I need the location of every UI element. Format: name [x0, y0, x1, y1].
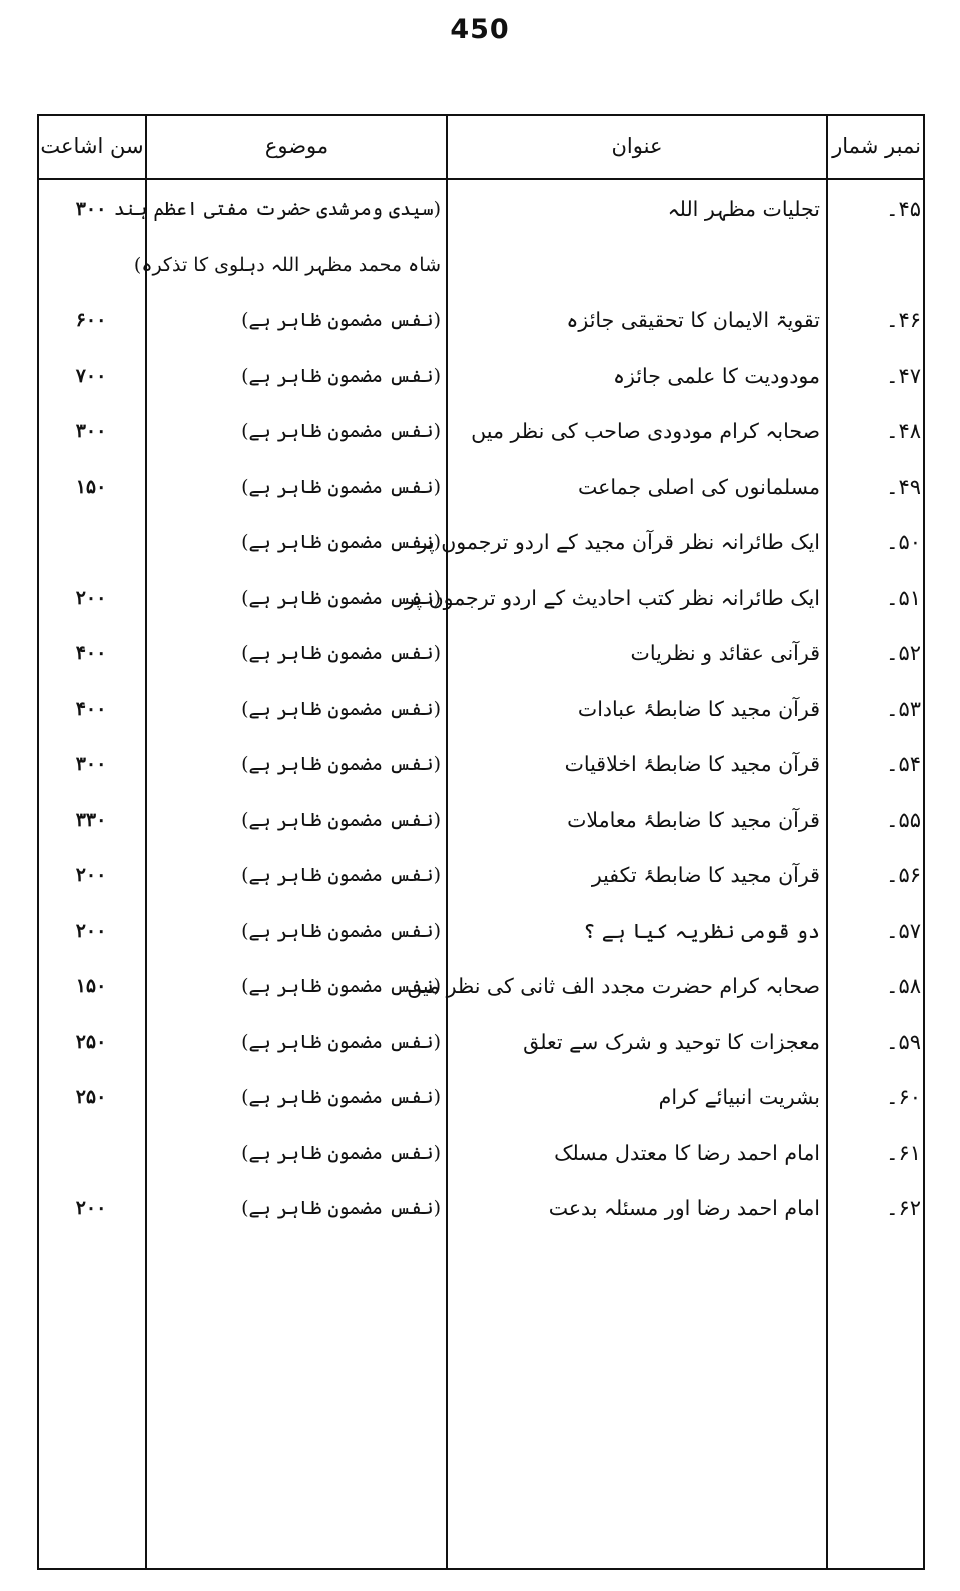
year-cell: ۴۰۰ — [75, 697, 107, 720]
header-divider — [39, 178, 923, 180]
serial-cell: ۶۰۔ — [886, 1085, 921, 1109]
table-body — [39, 182, 923, 1237]
table-row — [39, 182, 923, 238]
title-cell: ایک طائرانہ نظر قرآن مجید کے اردو ترجموں پر — [417, 530, 820, 554]
year-cell: ۲۰۰ — [75, 586, 107, 609]
title-cell: ایک طائرانہ نظر کتب احادیث کے اردو ترجموں پر — [405, 585, 820, 610]
title-cell: قرآن مجید کا ضابطۂ معاملات — [567, 807, 820, 832]
topic-cell: شاہ محمد مظہر اللہ دہلوی کا تذکرہ) — [133, 253, 441, 276]
page-number: 450 — [450, 14, 510, 45]
year-cell: ۲۵۰ — [75, 1086, 107, 1108]
serial-cell: ۴۹۔ — [886, 474, 921, 499]
table-row — [39, 1126, 923, 1182]
table-row — [39, 1070, 923, 1126]
topic-cell: (نفس مضمون ظاہر ہے) — [241, 531, 441, 553]
topic-cell: (نفس مضمون ظاہر ہے) — [241, 420, 441, 442]
year-cell: ۲۰۰ — [75, 864, 107, 886]
topic-cell: (نفس مضمون ظاہر ہے) — [241, 364, 441, 387]
topic-cell: (نفس مضمون ظاہر ہے) — [241, 475, 441, 498]
header-serial: نمبر شمار — [832, 134, 921, 158]
table-row — [39, 848, 923, 904]
serial-cell: ۵۶۔ — [886, 863, 921, 887]
year-cell: ۱۵۰ — [75, 975, 107, 997]
serial-cell: ۵۸۔ — [886, 974, 921, 998]
table-row — [39, 682, 923, 738]
topic-cell: (نفس مضمون ظاہر ہے) — [241, 642, 441, 664]
year-cell: ۴۰۰ — [75, 642, 107, 664]
title-cell: بشریت انبیائے کرام — [658, 1085, 820, 1109]
title-cell: قرآن مجید کا ضابطۂ اخلاقیات — [564, 752, 820, 776]
topic-cell: (نفس مضمون ظاہر ہے) — [241, 1086, 441, 1108]
table-row — [39, 293, 923, 349]
topic-cell: (نفس مضمون ظاہر ہے) — [241, 975, 441, 997]
topic-cell: (نفس مضمون ظاہر ہے) — [241, 864, 441, 886]
title-cell: مسلمانوں کی اصلی جماعت — [577, 474, 820, 499]
serial-cell: ۵۴۔ — [886, 752, 921, 776]
serial-cell: ۵۵۔ — [886, 807, 921, 832]
serial-cell: ۵۰۔ — [886, 530, 921, 554]
serial-cell: ۶۲۔ — [886, 1196, 921, 1220]
serial-cell: ۵۹۔ — [886, 1029, 921, 1054]
topic-cell: (سیدی ومرشدی حضرت مفتی اعظم ہند — [113, 198, 441, 220]
table-row — [39, 1015, 923, 1071]
serial-cell: ۵۱۔ — [886, 585, 921, 610]
serial-cell: ۵۳۔ — [886, 696, 921, 721]
year-cell: ۳۳۰ — [75, 808, 107, 831]
year-cell — [39, 238, 143, 294]
title-cell: تجلیات مظہر اللہ — [667, 197, 820, 221]
year-cell: ۶۰۰ — [75, 309, 107, 331]
title-cell: تقویۃ الایمان کا تحقیقی جائزہ — [566, 308, 820, 332]
topic-cell: (نفس مضمون ظاہر ہے) — [241, 586, 441, 609]
title-cell — [448, 238, 826, 294]
topic-cell: (نفس مضمون ظاہر ہے) — [241, 753, 441, 775]
publications-table — [37, 114, 925, 1570]
header-topic: موضوع — [264, 134, 329, 158]
title-cell: قرآن مجید کا ضابطۂ تکفیر — [591, 863, 820, 887]
title-cell: صحابہ کرام مودودی صاحب کی نظر میں — [471, 419, 820, 443]
table-row — [39, 959, 923, 1015]
title-cell: امام احمد رضا اور مسئلہ بدعت — [548, 1196, 820, 1220]
table-row — [39, 904, 923, 960]
year-cell — [39, 1126, 143, 1182]
topic-cell: (نفس مضمون ظاہر ہے) — [241, 808, 441, 831]
table-row — [39, 1181, 923, 1237]
serial-cell: ۴۶۔ — [886, 308, 921, 332]
table-row — [39, 404, 923, 460]
table-row — [39, 515, 923, 571]
table-row — [39, 460, 923, 516]
header-title: عنوان — [611, 134, 663, 158]
year-cell: ۱۵۰ — [75, 475, 107, 498]
year-cell: ۲۰۰ — [75, 919, 107, 942]
topic-cell: (نفس مضمون ظاہر ہے) — [241, 1197, 441, 1219]
serial-cell: ۴۵۔ — [886, 197, 921, 221]
serial-cell: ۵۲۔ — [886, 641, 921, 665]
topic-cell: (نفس مضمون ظاہر ہے) — [241, 1141, 441, 1164]
year-cell: ۷۰۰ — [75, 364, 107, 387]
topic-cell: (نفس مضمون ظاہر ہے) — [241, 309, 441, 331]
table-row — [39, 793, 923, 849]
serial-cell — [829, 238, 925, 294]
table-row — [39, 238, 923, 294]
serial-cell: ۶۱۔ — [886, 1140, 921, 1165]
serial-cell: ۴۸۔ — [886, 419, 921, 443]
topic-cell: (نفس مضمون ظاہر ہے) — [241, 1030, 441, 1053]
title-cell: صحابہ کرام حضرت مجدد الف ثانی کی نظر میں — [407, 974, 820, 998]
topic-cell: (نفس مضمون ظاہر ہے) — [241, 697, 441, 720]
table-row — [39, 349, 923, 405]
year-cell — [39, 515, 143, 571]
table-row — [39, 737, 923, 793]
title-cell: معجزات کا توحید و شرک سے تعلق — [523, 1029, 820, 1054]
title-cell: دو قومی نظریہ کیا ہے ؟ — [583, 918, 820, 943]
topic-cell: (نفس مضمون ظاہر ہے) — [241, 919, 441, 942]
title-cell: مودودیت کا علمی جائزہ — [612, 363, 820, 388]
table-row — [39, 571, 923, 627]
year-cell: ۲۵۰ — [75, 1030, 107, 1053]
title-cell: قرآنی عقائد و نظریات — [630, 641, 820, 665]
header-year: سن اشاعت — [40, 134, 144, 158]
year-cell: ۳۰۰ — [75, 420, 107, 442]
serial-cell: ۵۷۔ — [886, 918, 921, 943]
year-cell: ۳۰۰ — [75, 198, 107, 220]
year-cell: ۲۰۰ — [75, 1197, 107, 1219]
year-cell: ۳۰۰ — [75, 753, 107, 775]
serial-cell: ۴۷۔ — [886, 363, 921, 388]
table-row — [39, 626, 923, 682]
title-cell: قرآن مجید کا ضابطۂ عبادات — [577, 696, 820, 721]
title-cell: امام احمد رضا کا معتدل مسلک — [554, 1140, 820, 1165]
